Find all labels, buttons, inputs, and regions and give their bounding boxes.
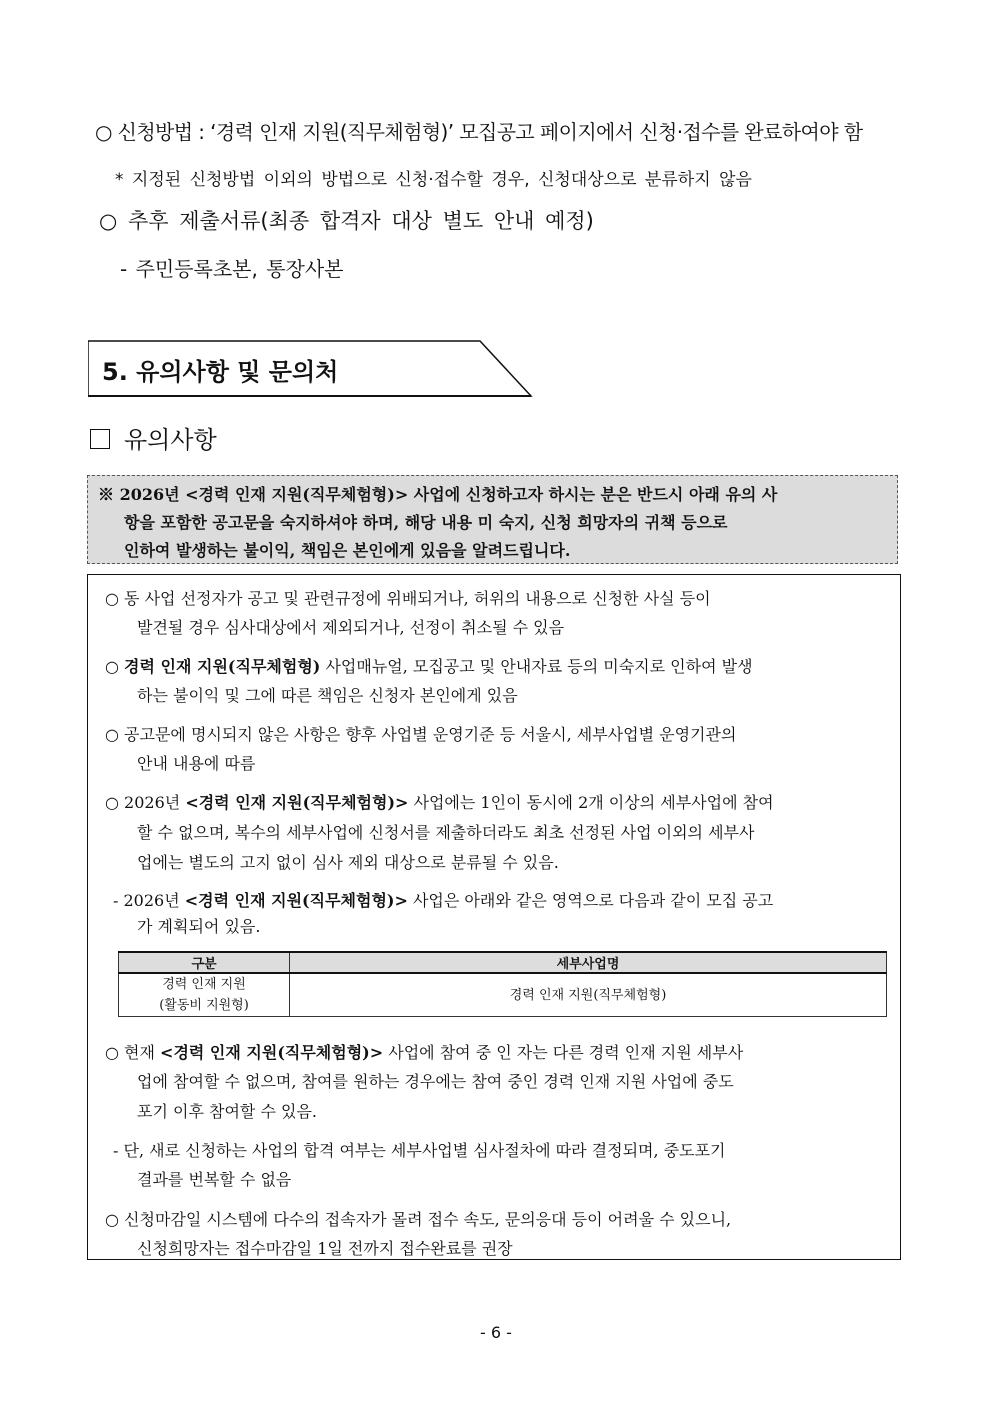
note-5-line-3: 포기 이후 참여할 수 있음. [137, 1102, 317, 1121]
table-header-category: 구분 [119, 952, 290, 973]
note-4-line-3: 업에는 별도의 고지 없이 심사 제외 대상으로 분류될 수 있음. [137, 853, 559, 872]
note-3-line-1: ○ 공고문에 명시되지 않은 사항은 향후 사업별 운영기준 등 서울시, 세부사업별 운영기관의 [105, 725, 737, 744]
table-cell-category: 경력 인재 지원 (활동비 지원형) [119, 973, 290, 1017]
note-6-line-1: ○ 신청마감일 시스템에 다수의 접속자가 몰려 접수 속도, 문의응대 등이 어려울 수 있으니, [105, 1210, 732, 1229]
note-dash-1-line-1: - 2026년 <경력 인재 지원(직무체험형)> 사업은 아래와 같은 영역으로 다음과 같이 모집 공고 [113, 891, 774, 910]
table-cell-program: 경력 인재 지원(직무체험형) [290, 973, 887, 1017]
note-dash-2-line-1: - 단, 새로 신청하는 사업의 합격 여부는 세부사업별 심사절차에 따라 결정되며, 중도포기 [113, 1141, 726, 1160]
notice-line-1: ※ 2026년 <경력 인재 지원(직무체험형)> 사업에 신청하고자 하시는 분은 반드시 아래 유의 사 [98, 485, 778, 504]
section-header [88, 340, 533, 398]
note-dash-1-line-2: 가 계획되어 있음. [137, 917, 261, 936]
note-6-line-2: 신청희망자는 접수마감일 1일 전까지 접수완료를 권장 [137, 1239, 513, 1258]
note-2-line-1: ○ 경력 인재 지원(직무체험형) 사업매뉴얼, 모집공고 및 안내자료 등의 미숙지로 인하여 발생 [105, 657, 753, 676]
application-method: ○ 신청방법 : ‘경력 인재 지원(직무체험형)’ 모집공고 페이지에서 신청·접수를 완료하여야 함 [95, 120, 863, 144]
table-row [119, 973, 887, 1017]
table-header-row [119, 952, 887, 973]
note-4-line-2: 할 수 없으며, 복수의 세부사업에 신청서를 제출하더라도 최초 선정된 사업 이외의 세부사 [137, 823, 755, 842]
notice-line-2: 항을 포함한 공고문을 숙지하셔야 하며, 해당 내용 미 숙지, 신청 희망자의 귀책 등으로 [124, 513, 728, 532]
notice-line-3: 인하여 발생하는 불이익, 책임은 본인에게 있음을 알려드립니다. [124, 541, 571, 560]
note-1-line-2: 발견될 경우 심사대상에서 제외되거나, 선정이 취소될 수 있음 [137, 618, 565, 637]
notice-box [87, 475, 898, 564]
subsection-title-text: 유의사항 [124, 426, 217, 454]
note-4-line-1: ○ 2026년 <경력 인재 지원(직무체험형)> 사업에는 1인이 동시에 2개 이상의 세부사업에 참여 [105, 793, 774, 812]
application-method-note: * 지정된 신청방법 이외의 방법으로 신청·접수할 경우, 신청대상으로 분류하지 않음 [115, 170, 752, 190]
table-header-program: 세부사업명 [290, 952, 887, 973]
checkbox-square-icon [90, 429, 110, 449]
subsection-title [90, 420, 217, 455]
additional-documents: ○ 추후 제출서류(최종 합격자 대상 별도 안내 예정) [99, 209, 594, 233]
note-3-line-2: 안내 내용에 따름 [137, 754, 256, 773]
section-title: 5. 유의사항 및 문의처 [102, 358, 339, 386]
page-number: - 6 - [480, 1323, 512, 1342]
note-5-line-2: 업에 참여할 수 없으며, 참여를 원하는 경우에는 참여 중인 경력 인재 지원 사업에 중도 [137, 1072, 734, 1091]
note-2-line-2: 하는 불이익 및 그에 따른 책임은 신청자 본인에게 있음 [137, 686, 518, 705]
note-dash-2-line-2: 결과를 번복할 수 없음 [137, 1170, 292, 1189]
note-5-line-1: ○ 현재 <경력 인재 지원(직무체험형)> 사업에 참여 중 인 자는 다른 경력 인재 지원 세부사 [105, 1043, 744, 1062]
additional-documents-list: - 주민등록초본, 통장사본 [120, 257, 344, 281]
sub-program-table [118, 951, 887, 1017]
note-1-line-1: ○ 동 사업 선정자가 공고 및 관련규정에 위배되거나, 허위의 내용으로 신청한 사실 등이 [105, 589, 711, 608]
